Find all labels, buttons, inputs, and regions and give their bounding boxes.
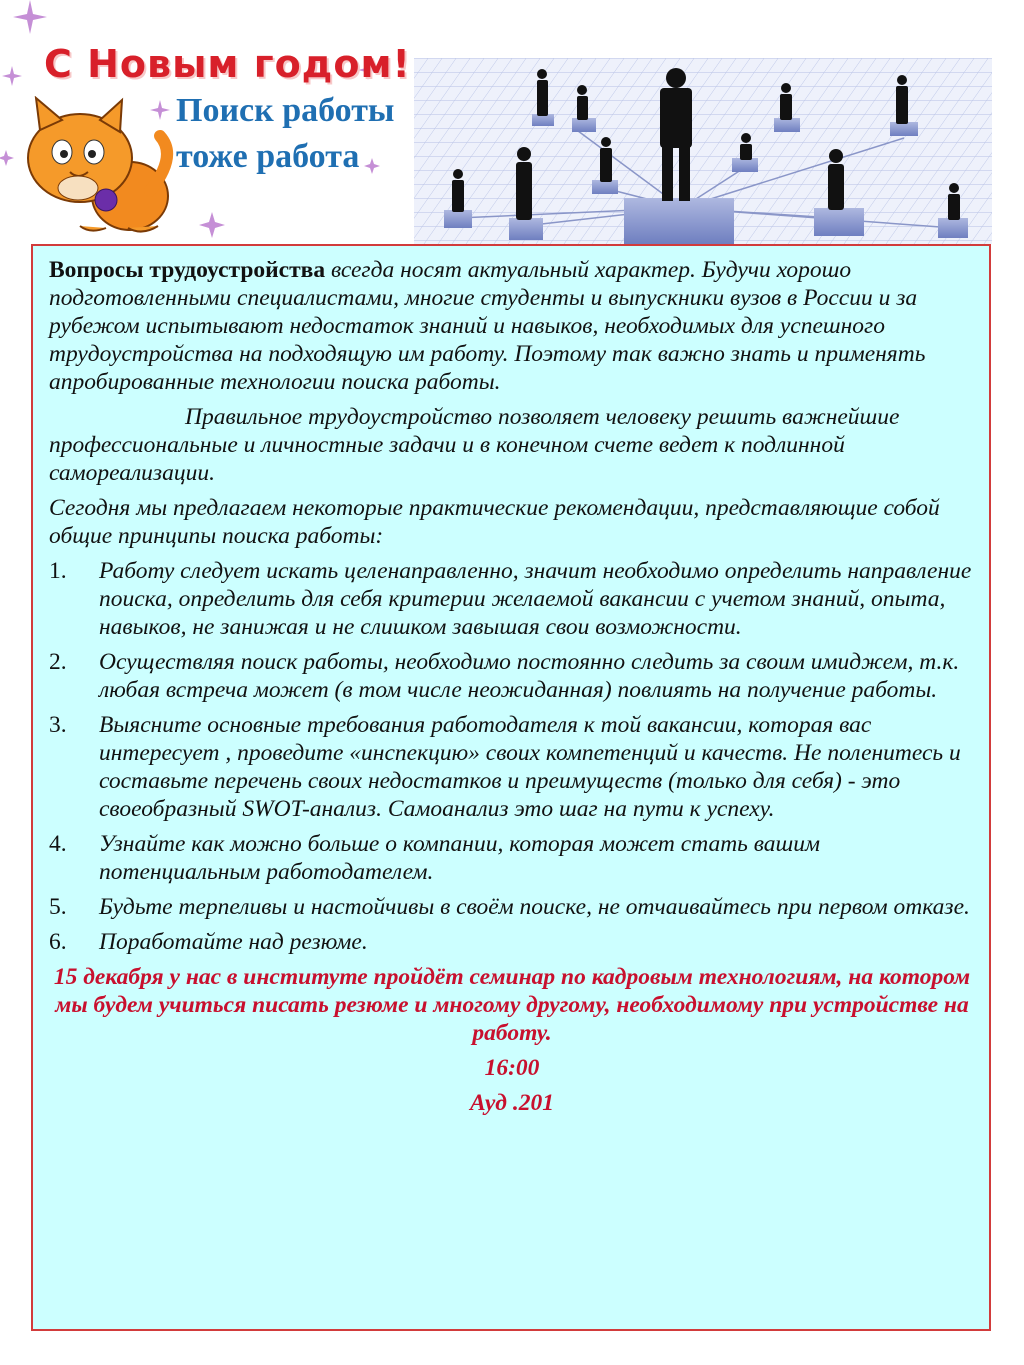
list-item-number: 2. — [49, 649, 67, 675]
seminar-announcement: 15 декабря у нас в институте пройдёт семинар по кадровым технологиям, на котором мы будем учиться писать резюме и многому другому, необходимому при устройстве на работу. — [53, 964, 971, 1046]
list-item — [49, 648, 975, 704]
page-title — [176, 88, 394, 180]
list-item-text: Поработайте над резюме. — [99, 929, 368, 955]
list-item-text: Узнайте как можно больше о компании, которая может стать вашим потенциальным работодателем. — [99, 831, 821, 885]
list-item-number: 1. — [49, 558, 67, 584]
article-panel — [31, 244, 991, 1331]
list-item — [49, 830, 975, 886]
list-item-number: 4. — [49, 831, 67, 857]
paragraph-3: Сегодня мы предлагаем некоторые практические рекомендации, представляющие собой общие принципы поиска работы: — [49, 495, 940, 549]
recommendation-list — [49, 557, 975, 956]
list-item — [49, 893, 975, 921]
new-year-greeting: С Новым годом! — [44, 42, 411, 86]
intro-text: всегда носят актуальный характер. Будучи хорошо подготовленными специалистами, многие студенты и выпускники вузов в России и за рубежом испытывают недостаток знаний и навыков, необходимых для успешного трудоустройства на подходящую им работу. Поэтому так важно знать и применять апробированные технологии поиска работы. — [49, 257, 926, 395]
title-line-2: тоже работа — [176, 138, 360, 175]
list-item-number: 5. — [49, 894, 67, 920]
list-item-text: Будьте терпеливы и настойчивы в своём поиске, не отчаивайтесь при первом отказе. — [99, 894, 970, 920]
list-item-number: 3. — [49, 712, 67, 738]
intro-lead: Вопросы трудоустройства — [49, 257, 326, 283]
paragraph-2 — [49, 403, 975, 487]
list-item-text: Выясните основные требования работодателя к той вакансии, которая вас интересует , проведите «инспекцию» своих компетенций и качеств. Не поленитесь и составьте перечень своих недостатков и преимуществ (только для себя) - это своеобразный SWOT-анализ. Самоанализ это шаг на пути к успеху. — [99, 712, 961, 822]
list-item-text: Осуществляя поиск работы, необходимо постоянно следить за своим имиджем, т.к. любая встреча может (в том числе неожиданная) повлиять на получение работы. — [99, 649, 960, 703]
cartoon-cat-icon — [10, 96, 180, 236]
list-item — [49, 711, 975, 823]
title-line-1: Поиск работы — [176, 92, 395, 129]
seminar-room: Ауд .201 — [470, 1090, 554, 1116]
list-item-text: Работу следует искать целенаправленно, значит необходимо определить направление поиска, определить для себя критерии желаемой вакансии с учетом знаний, опыта, навыков, не занижая и не слишком завышая свои возможности. — [99, 558, 972, 640]
list-item-number: 6. — [49, 929, 67, 955]
seminar-time: 16:00 — [484, 1055, 540, 1081]
list-item — [49, 557, 975, 641]
paragraph-2-text: Правильное трудоустройство позволяет человеку решить важнейшие профессиональные и личностные задачи и в конечном счете ведет к подлинной самореализации. — [49, 404, 900, 486]
list-item — [49, 928, 975, 956]
people-network-icon — [414, 58, 992, 244]
intro-paragraph — [49, 256, 975, 396]
